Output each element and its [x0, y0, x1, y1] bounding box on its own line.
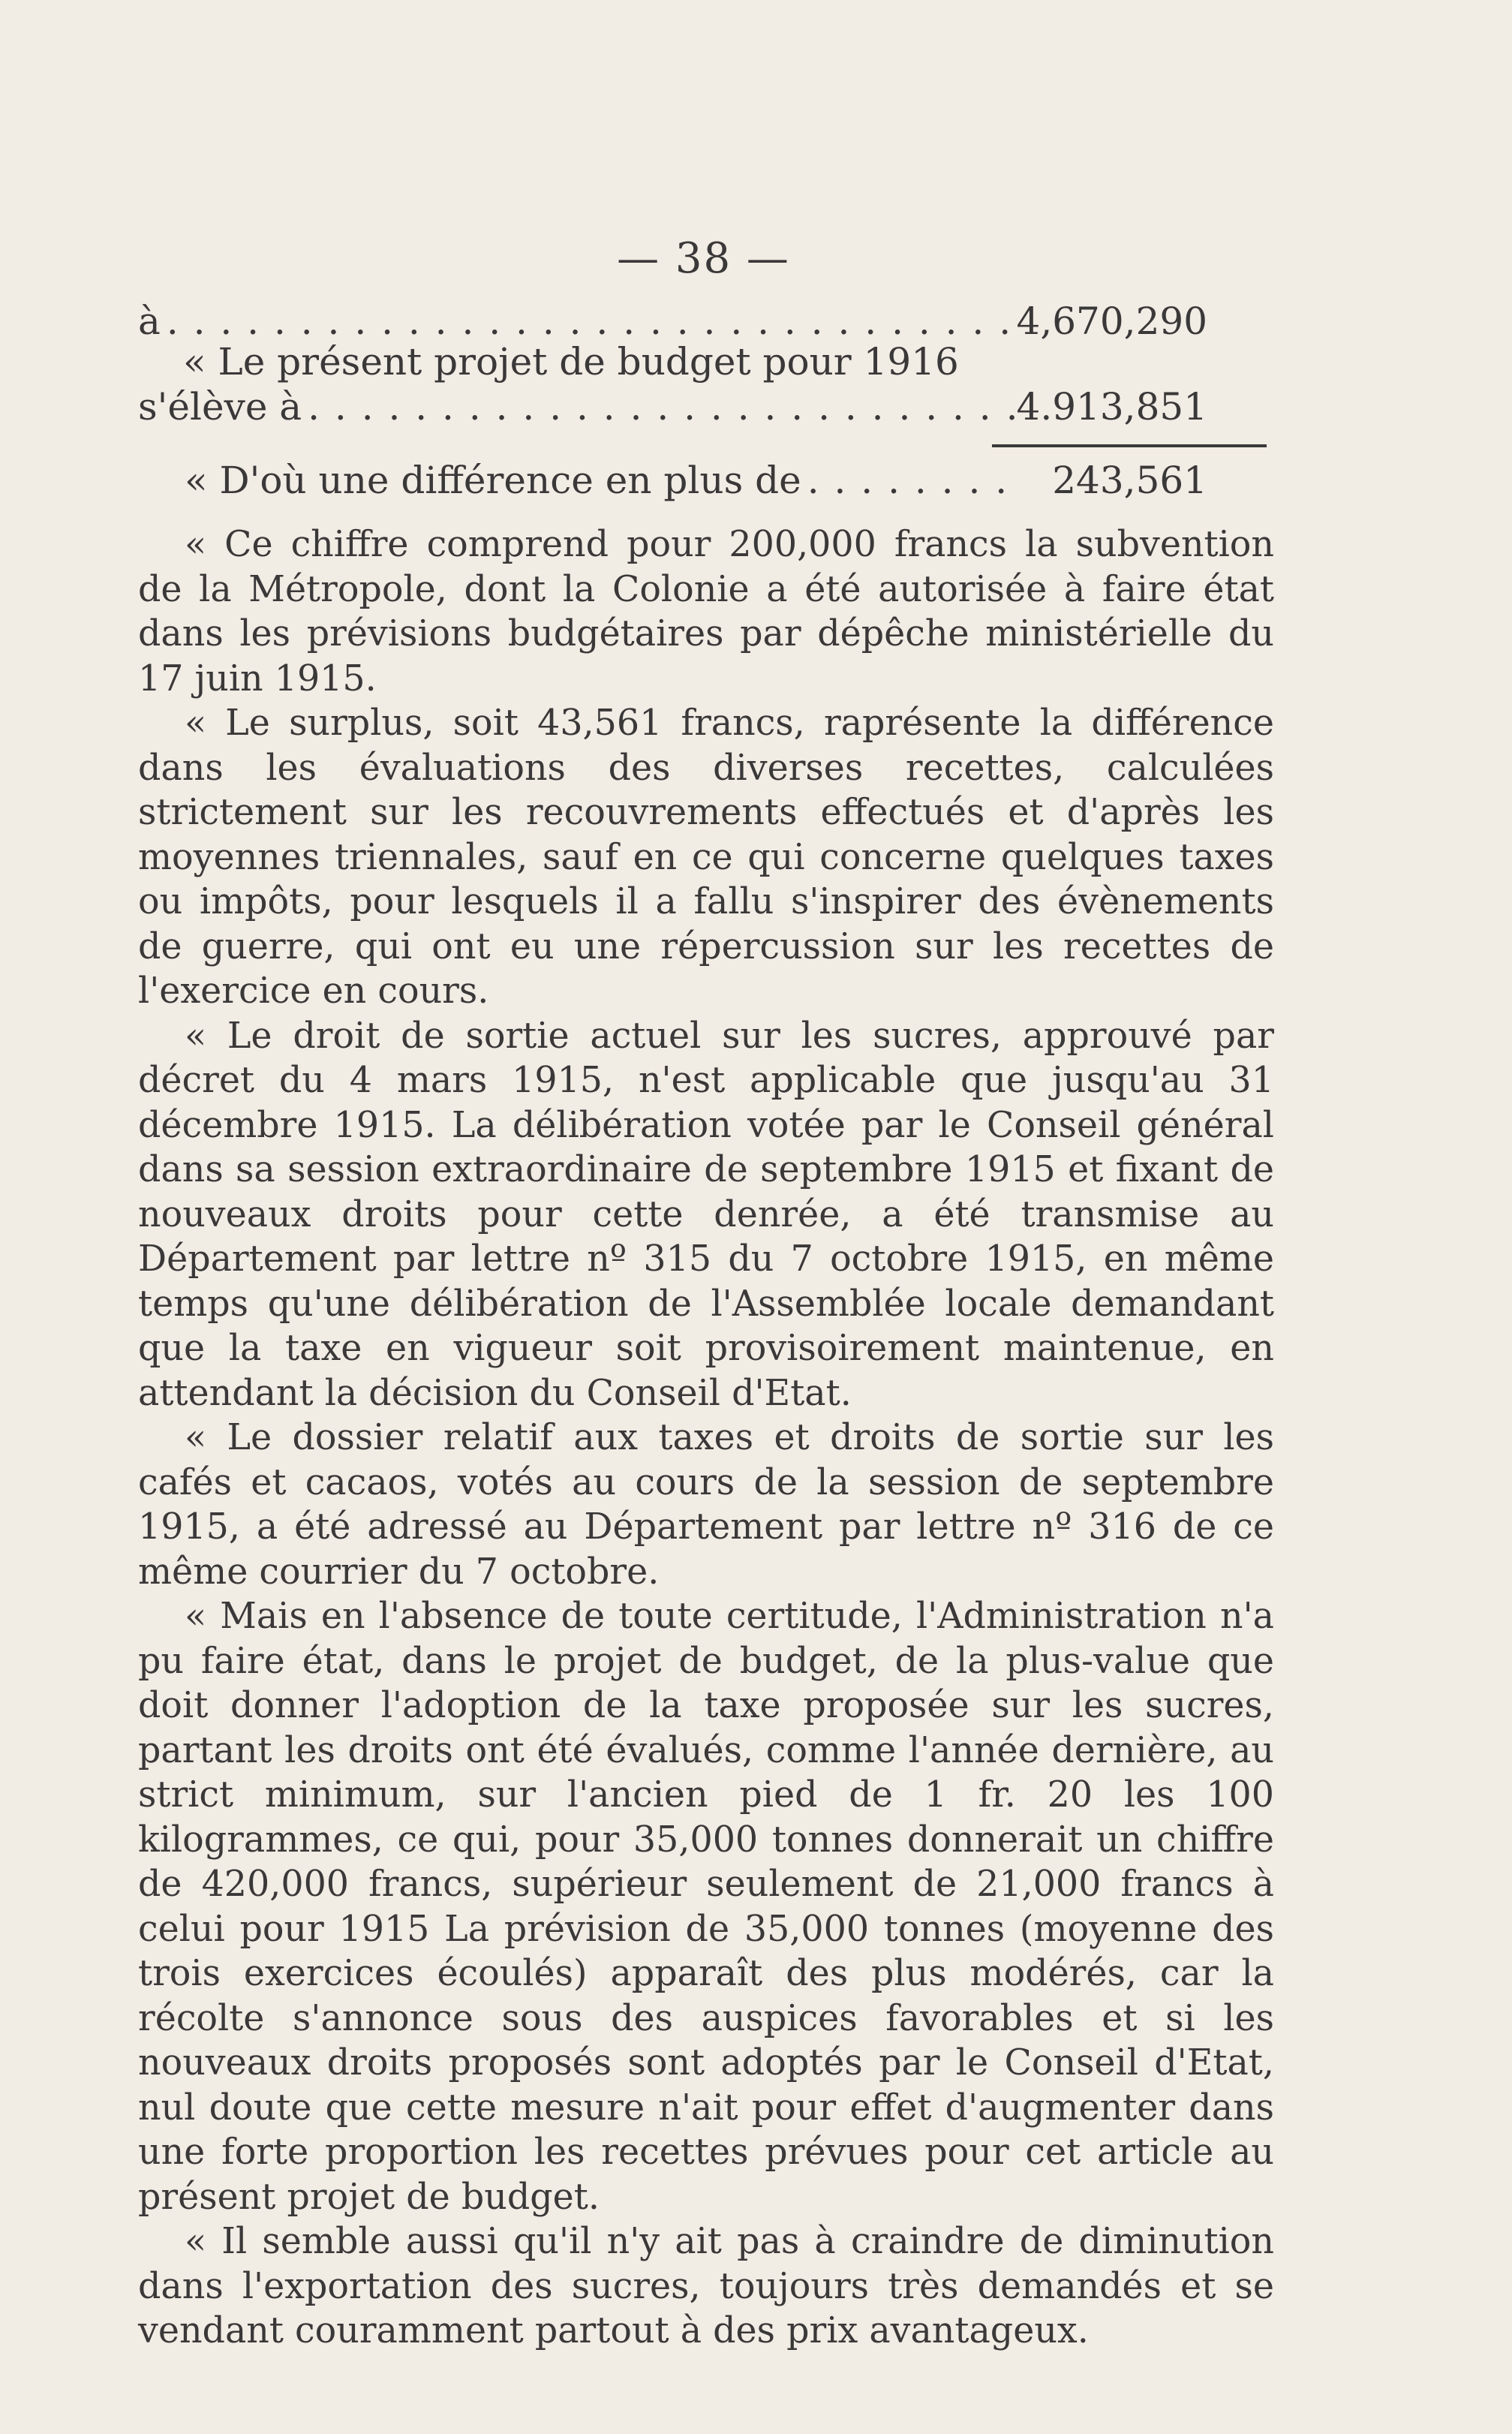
paragraph: « Il semble aussi qu'il n'y ait pas à craindre de diminution dans l'exportation des sucres, toujours très demandés et se vendant couramment partout à des prix avantageux.: [138, 2221, 1274, 2351]
ledger-amount: 4.913,851: [1016, 385, 1207, 429]
ledger-line-difference: [138, 458, 1207, 503]
ledger-amount: 4,670,290: [1016, 299, 1207, 343]
dot-leader: [801, 458, 1020, 503]
sum-rule: [992, 444, 1267, 447]
dot-leader: [302, 384, 1016, 429]
page-number: — 38 —: [617, 234, 790, 283]
intro-text: « Le présent projet de budget pour 1916: [183, 340, 959, 384]
paragraph: « Mais en l'absence de toute certitude, l'Administration n'a pu faire état, dans le projet de budget, de la plus-value que doit donner l'adoption de la taxe proposée sur les sucres, partant les droits ont été évalués, comme l'année dernière, au strict minimum, sur l'ancien pied de 1 fr. 20 les 100 kilogrammes, ce qui, pour 35,000 tonnes donnerait un chiffre de 420,000 francs, supérieur seulement de 21,000 francs à celui pour 1915 La prévision de 35,000 tonnes (moyenne des trois exercices écoulés) apparaît des plus modérés, car la récolte s'annonce sous des auspices favorables et si les nouveaux droits proposés sont adoptés par le Conseil d'Etat, nul doute que cette mesure n'ait pour effet d'augmenter dans une forte proportion les recettes prévues pour cet article au présent projet de budget.: [138, 1596, 1274, 2218]
ledger-line-new-total: [138, 384, 1207, 429]
paragraph: « Le surplus, soit 43,561 francs, raprésente la différence dans les évaluations des diverses recettes, calculées strictement sur les recouvrements effectués et d'après les moyennes triennales, sauf en ce qui concerne quelques taxes ou impôts, pour lesquels il a fallu s'inspirer des évènements de guerre, qui ont eu une répercussion sur les recettes de l'exercice en cours.: [138, 703, 1274, 1012]
paragraph: « Ce chiffre comprend pour 200,000 francs la subvention de la Métropole, dont la Colonie a été autorisée à faire état dans les prévisions budgétaires par dépêche ministérielle du 17 juin 1915.: [138, 524, 1274, 700]
dot-leader: [161, 299, 1017, 344]
paragraph: « Le droit de sortie actuel sur les sucres, approuvé par décret du 4 mars 1915, n'est applicable que jusqu'au 31 décembre 1915. La délibération votée par le Conseil général dans sa session extraordinaire de septembre 1915 et fixant de nouveaux droits pour cette denrée, a été transmise au Département par lettre nº 315 du 7 octobre 1915, en même temps qu'une délibération de l'Assemblée locale demandant que la taxe en vigueur soit provisoirement maintenue, en attendant la décision du Conseil d'Etat.: [138, 1015, 1274, 1414]
body-text: [138, 522, 1274, 2354]
ledger-label: s'élève à: [138, 385, 302, 429]
ledger-amount: 243,561: [1052, 459, 1207, 502]
paragraph: « Le dossier relatif aux taxes et droits de sortie sur les cafés et cacaos, votés au cours de la session de septembre 1915, a été adressé au Département par lettre nº 316 de ce même courrier du 7 octobre.: [138, 1417, 1274, 1593]
ledger-label: « D'où une différence en plus de: [185, 459, 801, 502]
ledger-label: à: [138, 299, 161, 343]
ledger-line-previous-total: [138, 299, 1207, 344]
